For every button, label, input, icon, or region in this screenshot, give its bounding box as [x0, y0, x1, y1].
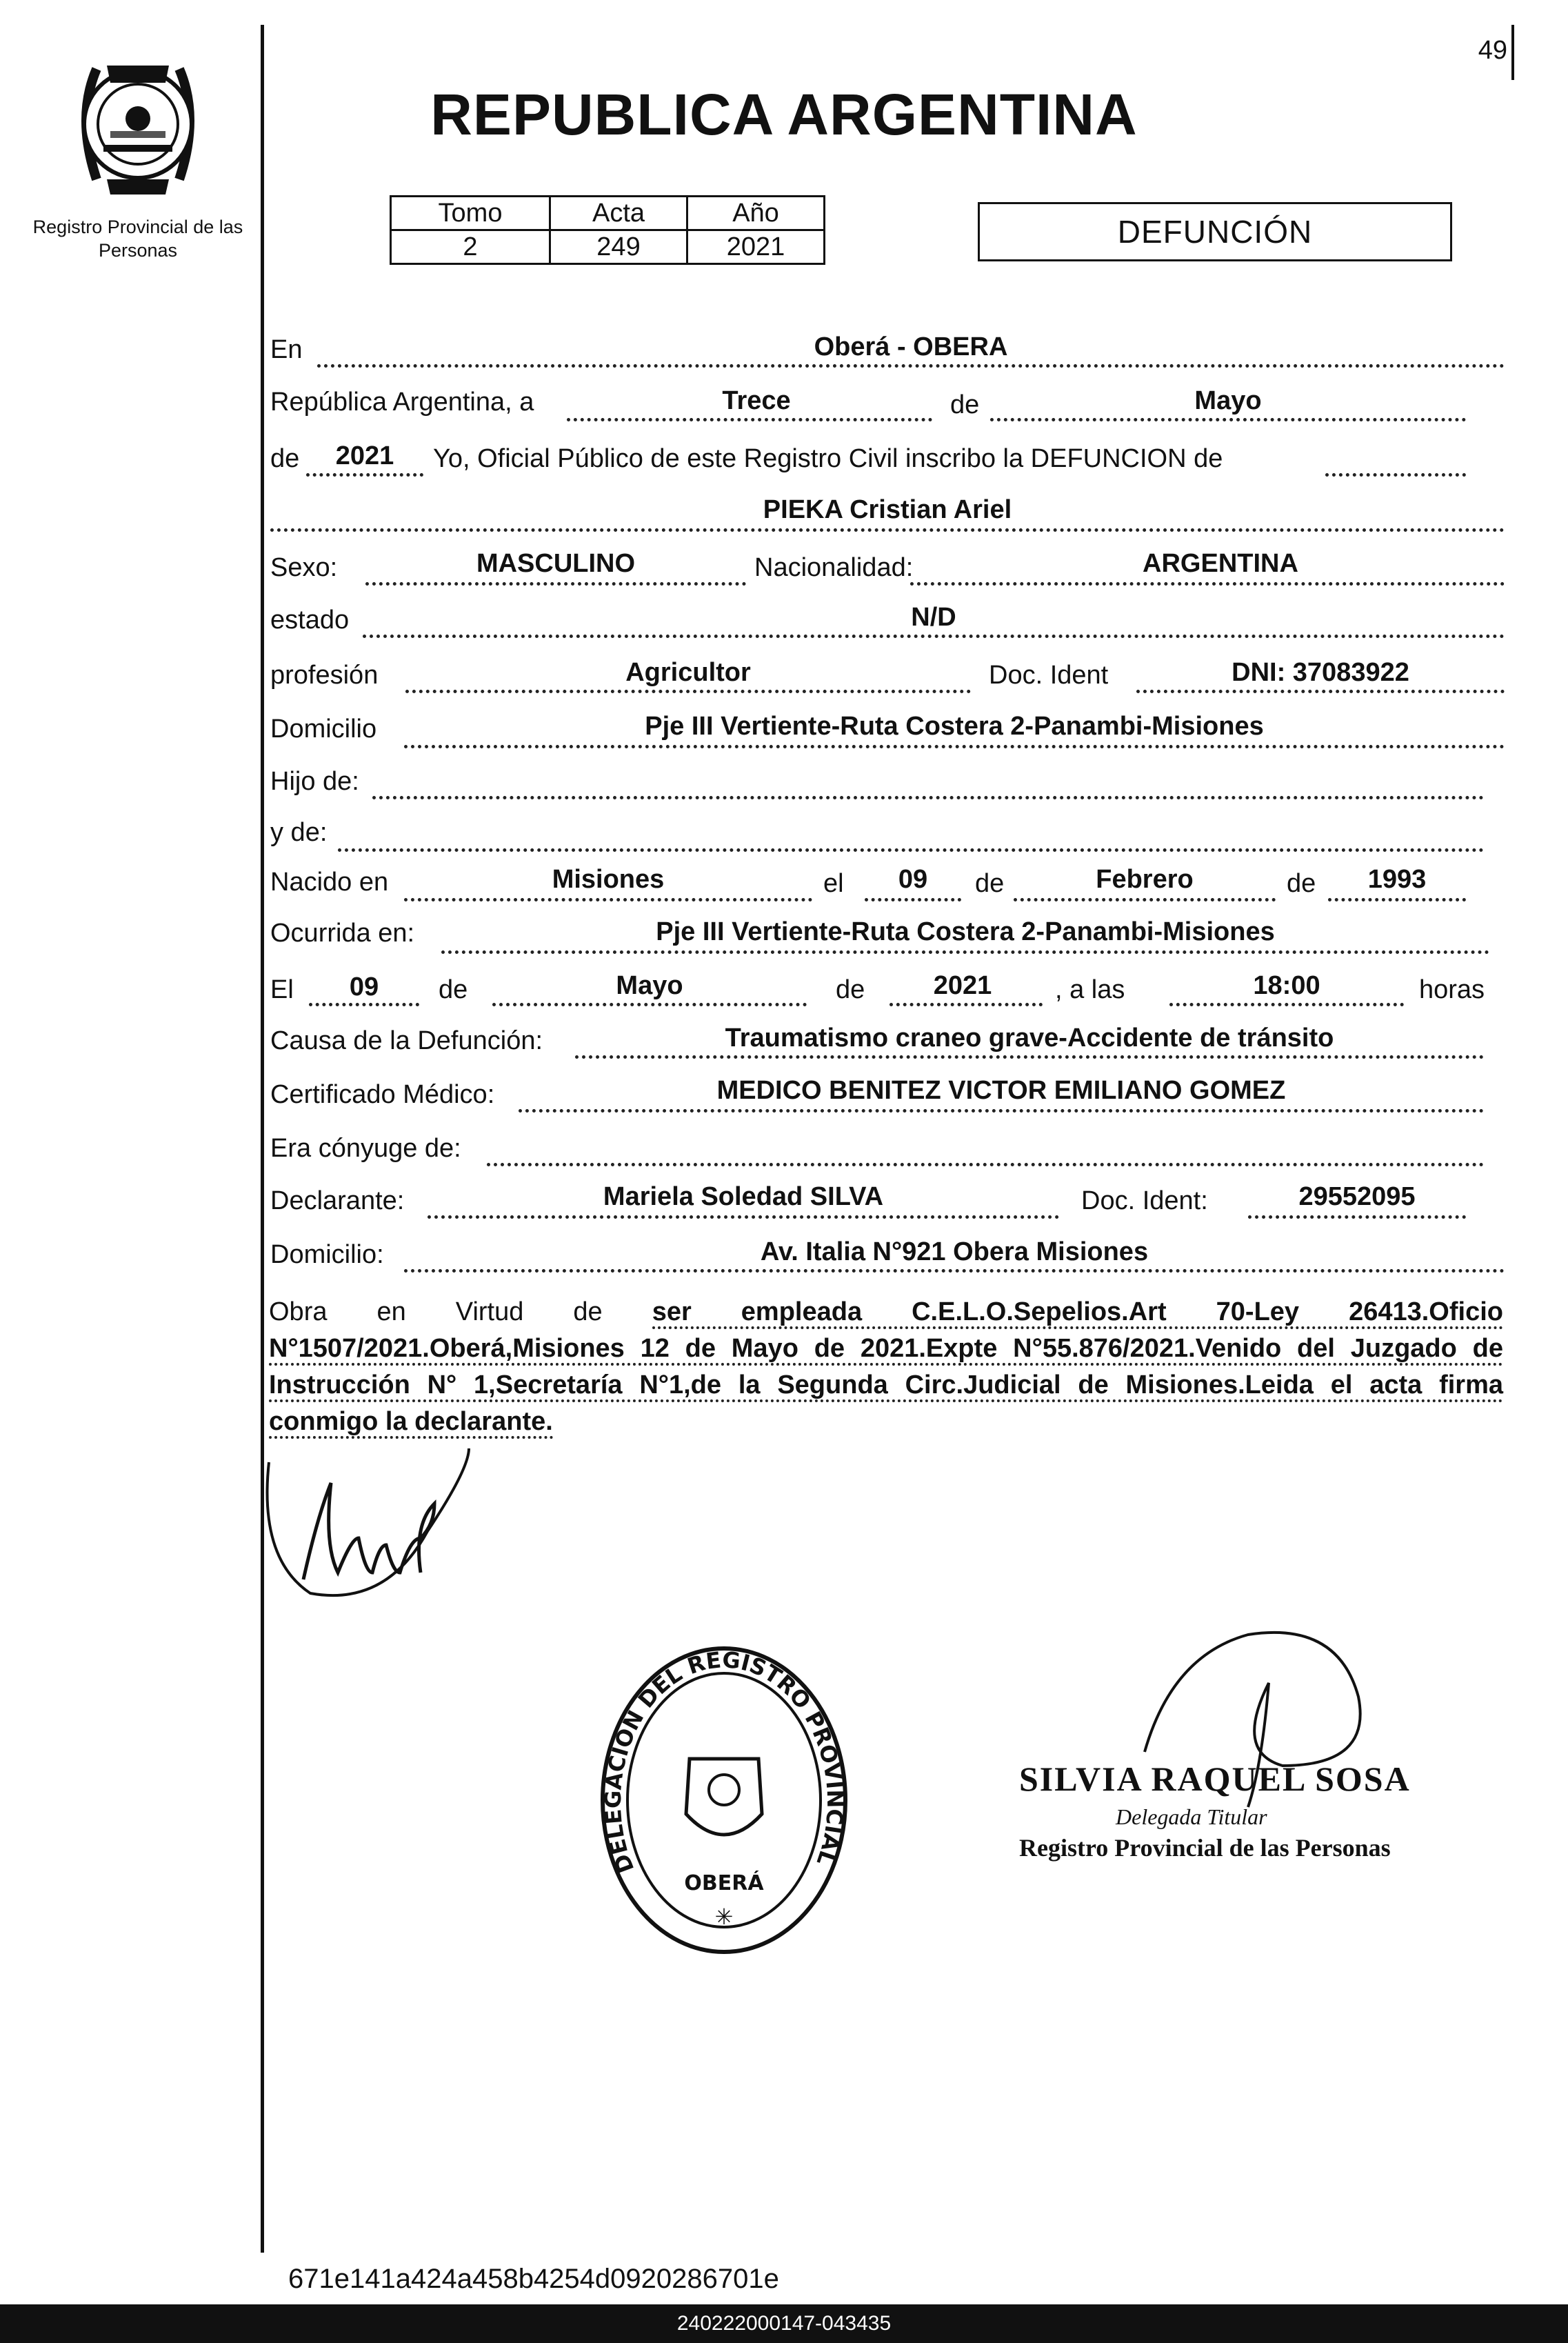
- dotted-line: [865, 898, 961, 901]
- dotted-line: [404, 745, 1505, 748]
- svg-text:✳: ✳: [714, 1904, 734, 1930]
- label-causa: Causa de la Defunción:: [270, 1026, 543, 1055]
- label-de: de: [836, 975, 865, 1004]
- stamp-city: OBERÁ: [684, 1871, 764, 1895]
- label-domicilio: Domicilio: [270, 715, 377, 744]
- footer-code-bar: 240222000147-043435: [0, 2304, 1568, 2343]
- registry-caption: Registro Provincial de las Personas: [32, 217, 243, 261]
- dotted-line: [1014, 898, 1276, 901]
- dotted-line: [309, 1003, 419, 1006]
- label-estado: estado: [270, 606, 350, 635]
- value-certificado: MEDICO BENITEZ VICTOR EMILIANO GOMEZ: [716, 1076, 1286, 1105]
- dotted-line: [487, 1163, 1484, 1166]
- stamp-ring-text: DELEGACIÓN DEL REGISTRO PROVINCIAL: [599, 1646, 849, 1877]
- value-domicilio: Pje III Vertiente-Ruta Costera 2-Panambi-Misiones: [645, 712, 1264, 741]
- value-death-time: 18:00: [1253, 971, 1320, 1000]
- dotted-line: [575, 1055, 1484, 1059]
- value-anio: 2021: [687, 230, 825, 264]
- dotted-line: [365, 582, 746, 586]
- value-deceased-name: PIEKA Cristian Ariel: [763, 495, 1012, 524]
- value-year: 2021: [335, 441, 394, 470]
- dotted-line: [990, 418, 1466, 421]
- dotted-line: [519, 1109, 1484, 1113]
- label-el: El: [270, 975, 294, 1004]
- label-conyuge: Era cónyuge de:: [270, 1134, 461, 1163]
- value-birth-year: 1993: [1367, 865, 1427, 894]
- label-horas: horas: [1419, 975, 1485, 1004]
- dotted-line: [567, 418, 932, 421]
- label-ocurrida-en: Ocurrida en:: [270, 919, 415, 948]
- value-decl-doc: 29552095: [1298, 1182, 1416, 1211]
- dotted-line: [428, 1215, 1059, 1219]
- label-decl-domicilio: Domicilio:: [270, 1240, 384, 1269]
- left-margin-rule: [261, 25, 264, 2253]
- value-day-text: Trece: [722, 386, 791, 415]
- label-republica: República Argentina, a: [270, 388, 534, 417]
- label-en: En: [270, 335, 303, 364]
- label-el: el: [823, 869, 844, 898]
- oficial-statement: Yo, Oficial Público de este Registro Civil inscribo la DEFUNCION de: [433, 444, 1223, 473]
- label-sexo: Sexo:: [270, 553, 338, 582]
- dotted-line: [404, 1269, 1505, 1273]
- dotted-line: [317, 364, 1505, 368]
- page-number: 49: [1478, 36, 1507, 65]
- dotted-line: [404, 898, 812, 901]
- obra-lead: Obra en Virtud de: [269, 1297, 603, 1326]
- label-de: de: [975, 869, 1005, 898]
- document-hash: 671e141a424a458b4254d0920286701e: [288, 2264, 779, 2294]
- value-death-place: Pje III Vertiente-Ruta Costera 2-Panambi-Misiones: [656, 917, 1275, 946]
- declarant-signature: [262, 1435, 496, 1614]
- label-profesion: profesión: [270, 661, 379, 690]
- label-declarante: Declarante:: [270, 1186, 405, 1215]
- right-margin-rule: [1511, 25, 1514, 80]
- label-de: de: [270, 444, 300, 473]
- value-birth-month: Febrero: [1096, 865, 1194, 894]
- value-birth-place: Misiones: [552, 865, 665, 894]
- label-nacionalidad: Nacionalidad:: [754, 553, 914, 582]
- dotted-line: [270, 528, 1505, 532]
- value-death-year: 2021: [933, 971, 992, 1000]
- value-causa: Traumatismo craneo grave-Accidente de tránsito: [725, 1024, 1334, 1053]
- value-estado: N/D: [911, 603, 956, 632]
- dotted-line: [441, 950, 1489, 954]
- dotted-line: [1169, 1003, 1404, 1006]
- volume-table: [390, 195, 825, 265]
- dotted-line: [338, 848, 1484, 852]
- value-profesion: Agricultor: [625, 658, 751, 687]
- dotted-line: [372, 796, 1484, 799]
- dotted-line: [1136, 690, 1505, 693]
- value-death-day: 09: [349, 973, 379, 1001]
- dotted-line: [363, 635, 1505, 638]
- obra-text: ser empleada C.E.L.O.Sepelios.Art 70-Ley 26413.Oficio N°1507/2021.Oberá,Misiones 12 de Mayo de 2021.Expte N°55.876/2021.Venido del Juzgado de Instrucción N° 1,Secretaría N°1,de la Segunda Circ.Judicial de Misiones.Leida el acta firma conmigo la declarante.: [269, 1297, 1503, 1439]
- official-name: SILVIA RAQUEL SOSA: [1019, 1759, 1411, 1798]
- value-place: Oberá - OBERA: [814, 332, 1008, 361]
- value-decl-domicilio: Av. Italia N°921 Obera Misiones: [760, 1237, 1149, 1266]
- header-tomo: Tomo: [391, 197, 550, 230]
- value-death-month: Mayo: [616, 971, 683, 1000]
- label-certificado: Certificado Médico:: [270, 1080, 495, 1109]
- page-title: REPUBLICA ARGENTINA: [430, 82, 1138, 147]
- dotted-line: [405, 690, 971, 693]
- header-anio: Año: [687, 197, 825, 230]
- value-birth-day: 09: [898, 865, 928, 894]
- label-doc-ident: Doc. Ident: [989, 661, 1109, 690]
- record-type-box: DEFUNCIÓN: [978, 202, 1452, 261]
- label-de: de: [1287, 869, 1316, 898]
- official-stamp: [593, 1642, 855, 1959]
- label-de: de: [950, 390, 980, 419]
- header-acta: Acta: [550, 197, 687, 230]
- value-declarante: Mariela Soledad SILVA: [603, 1182, 884, 1211]
- dotted-line: [1325, 473, 1466, 477]
- dotted-line: [492, 1003, 807, 1006]
- official-role: Delegada Titular: [1116, 1804, 1267, 1829]
- value-nacionalidad: ARGENTINA: [1143, 549, 1298, 578]
- label-decl-doc: Doc. Ident:: [1081, 1186, 1208, 1215]
- dotted-line: [889, 1003, 1043, 1006]
- label-de: de: [439, 975, 468, 1004]
- value-tomo: 2: [391, 230, 550, 264]
- dotted-line: [910, 582, 1505, 586]
- dotted-line: [306, 473, 423, 477]
- label-hijo-de: Hijo de:: [270, 767, 359, 796]
- value-sexo: MASCULINO: [476, 549, 636, 578]
- dotted-line: [1248, 1215, 1466, 1219]
- label-y-de: y de:: [270, 818, 328, 847]
- official-registry: Registro Provincial de las Personas: [1019, 1834, 1391, 1862]
- label-a-las: , a las: [1055, 975, 1125, 1004]
- label-nacido-en: Nacido en: [270, 868, 389, 897]
- value-doc-ident: DNI: 37083922: [1232, 658, 1409, 687]
- obra-paragraph: [269, 1294, 1503, 1440]
- value-month-text: Mayo: [1194, 386, 1262, 415]
- dotted-line: [1328, 898, 1466, 901]
- value-acta: 249: [550, 230, 687, 264]
